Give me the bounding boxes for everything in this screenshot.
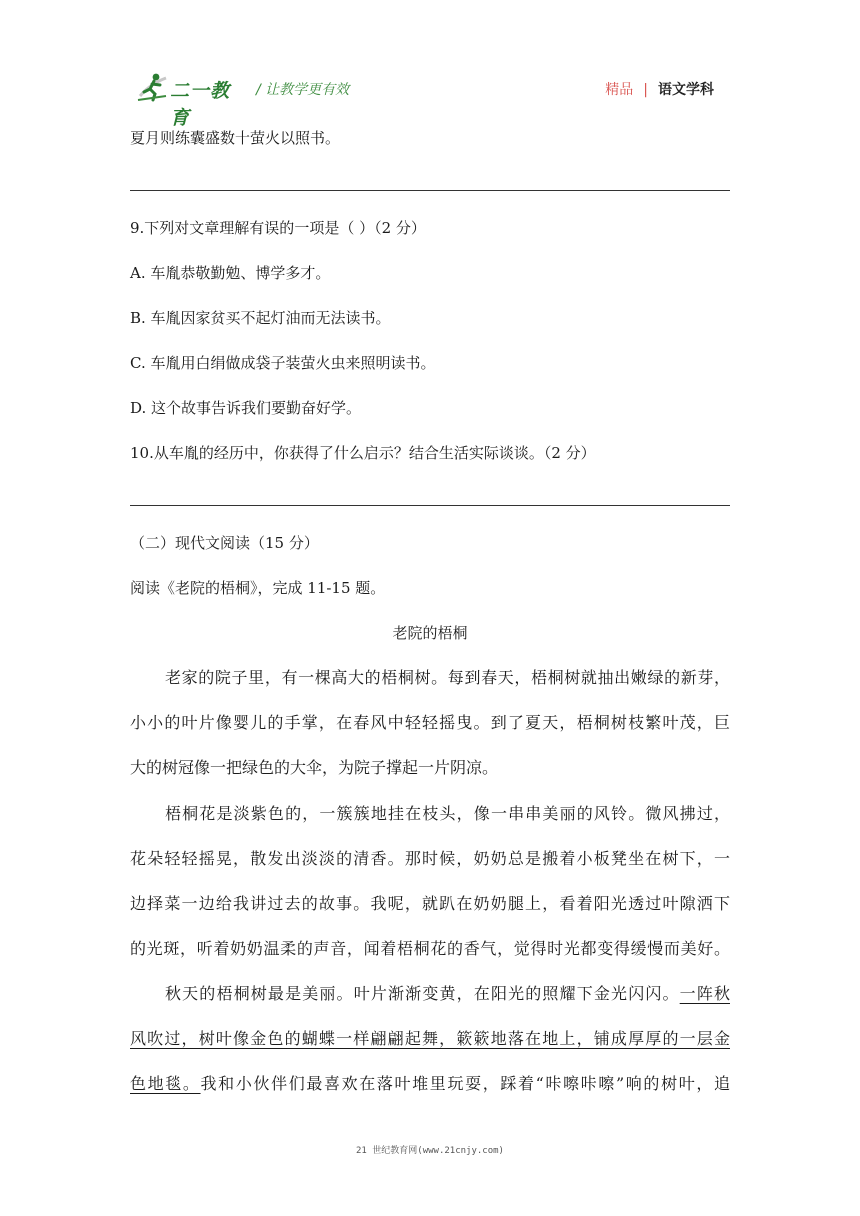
- option-d: D. 这个故事告诉我们要勤奋好学。: [130, 399, 362, 417]
- page-footer: 21 世纪教育网(www.21cnjy.com): [356, 1146, 504, 1156]
- underlined-sentence: 色地毯。: [130, 1074, 201, 1093]
- text-line: 夏月则练囊盛数十萤火以照书。: [130, 129, 341, 147]
- option-b: B. 车胤因家贫买不起灯油而无法读书。: [130, 309, 391, 327]
- section-heading: （二）现代文阅读（15 分）: [130, 534, 319, 552]
- paragraph-line: 的光斑，听着奶奶温柔的声音，闻着梧桐花的香气，觉得时光都变得缓慢而美好。: [130, 939, 730, 958]
- underlined-sentence: 一阵秋: [679, 984, 730, 1003]
- paragraph-line: [130, 1028, 730, 1050]
- plain-text: 秋天的梧桐树最是美丽。叶片渐渐变黄，在阳光的照耀下金光闪闪。: [165, 984, 680, 1003]
- article-title: 老院的梧桐: [392, 624, 468, 642]
- paragraph-line: 梧桐花是淡紫色的，一簇簇地挂在枝头，像一串串美丽的风铃。微风拂过，: [165, 804, 730, 823]
- option-a: A. 车胤恭敬勤勉、博学多才。: [130, 264, 331, 282]
- underlined-sentence: 风吹过，树叶像金色的蝴蝶一样翩翩起舞，簌簌地落在地上，铺成厚厚的一层金: [130, 1029, 730, 1048]
- runner-logo-icon: [136, 72, 170, 102]
- logo: [136, 72, 248, 129]
- badge-separator: |: [643, 82, 648, 98]
- answer-line: [130, 505, 730, 506]
- badge-quality: 精品: [605, 82, 634, 98]
- reading-instruction: 阅读《老院的梧桐》，完成 11-15 题。: [130, 579, 386, 597]
- badge-subject: 语文学科: [658, 82, 714, 98]
- paragraph-line: 大的树冠像一把绿色的大伞，为院子撑起一片阴凉。: [130, 758, 499, 777]
- paragraph-line: 花朵轻轻摇晃，散发出淡淡的清香。那时候，奶奶总是搬着小板凳坐在树下，一: [130, 849, 730, 868]
- header-badge: [605, 79, 714, 99]
- page-header: [136, 70, 730, 129]
- paragraph-line: 小小的叶片像婴儿的手掌，在春风中轻轻摇曳。到了夏天，梧桐树枝繁叶茂，巨: [130, 713, 730, 732]
- question-10: 10.从车胤的经历中，你获得了什么启示？结合生活实际谈谈。（2 分）: [130, 444, 596, 462]
- answer-line: [130, 190, 730, 191]
- paragraph-line: [130, 1073, 730, 1095]
- paragraph-line: 边择菜一边给我讲过去的故事。我呢，就趴在奶奶腿上，看着阳光透过叶隙洒下: [130, 894, 730, 913]
- paragraph-line: [165, 983, 730, 1005]
- paragraph-line: 老家的院子里，有一棵高大的梧桐树。每到春天，梧桐树就抽出嫩绿的新芽，: [165, 668, 730, 687]
- logo-text: 二一教育: [170, 80, 231, 129]
- slogan: / 让教学更有效: [256, 82, 350, 98]
- option-c: C. 车胤用白绢做成袋子装萤火虫来照明读书。: [130, 354, 436, 372]
- question-9: 9.下列对文章理解有误的一项是（ ）（2 分）: [130, 219, 426, 237]
- plain-text: 我和小伙伴们最喜欢在落叶堆里玩耍，踩着“咔嚓咔嚓”响的树叶，追: [200, 1074, 730, 1093]
